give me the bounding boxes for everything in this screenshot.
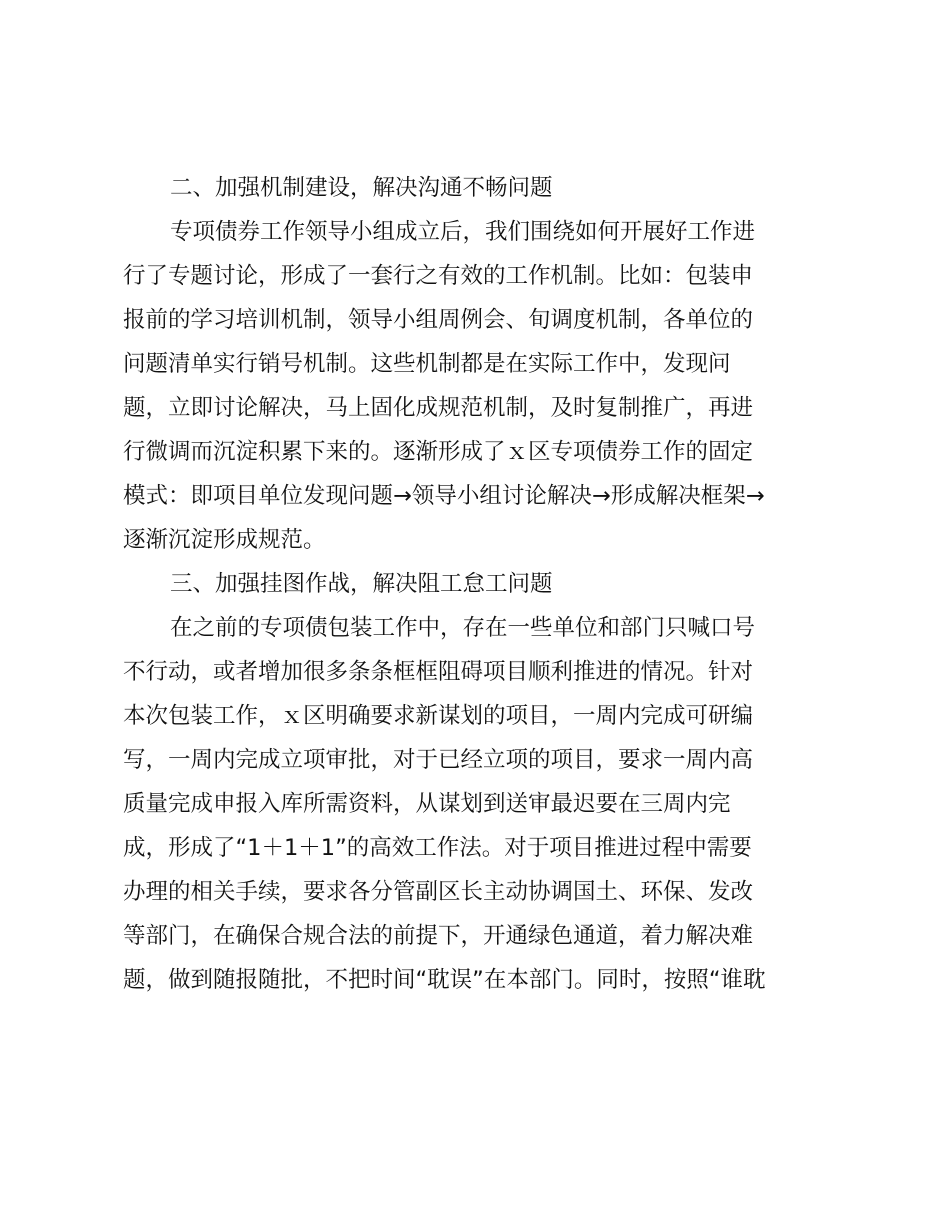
paragraph-line: 写，一周内完成立项审批，对于已经立项的项目，要求一周内高 — [123, 747, 754, 773]
paragraph-line: 质量完成申报入库所需资料，从谋划到送审最迟要在三周内完 — [123, 791, 731, 817]
paragraph-line: 题，做到随报随批，不把时间“耽误”在本部门。同时，按照“谁耽 — [123, 967, 766, 993]
paragraph-line: 成，形成了“1＋1＋1”的高效工作法。对于项目推进过程中需要 — [123, 835, 752, 861]
section-heading-2: 二、加强机制建设，解决沟通不畅问题 — [170, 175, 553, 201]
paragraph-line: 本次包装工作，ｘ区明确要求新谋划的项目，一周内完成可研编 — [123, 703, 754, 729]
paragraph-line: 逐渐沉淀形成规范。 — [123, 527, 326, 553]
paragraph-line: 问题清单实行销号机制。这些机制都是在实际工作中，发现问 — [123, 351, 731, 377]
paragraph-line: 行了专题讨论，形成了一套行之有效的工作机制。比如：包装申 — [123, 263, 754, 289]
paragraph-line: 等部门，在确保合规合法的前提下，开通绿色通道，着力解决难 — [123, 923, 754, 949]
paragraph-line: 不行动，或者增加很多条条框框阻碍项目顺利推进的情况。针对 — [123, 659, 754, 685]
paragraph-line: 专项债券工作领导小组成立后，我们围绕如何开展好工作进 — [170, 219, 756, 245]
paragraph-line: 模式：即项目单位发现问题→领导小组讨论解决→形成解决框架→ — [123, 483, 765, 509]
paragraph-line: 题，立即讨论解决，马上固化成规范机制，及时复制推广，再进 — [123, 395, 754, 421]
paragraph-line: 在之前的专项债包装工作中，存在一些单位和部门只喊口号 — [170, 615, 756, 641]
paragraph-line: 办理的相关手续，要求各分管副区长主动协调国土、环保、发改 — [123, 879, 754, 905]
paragraph-line: 报前的学习培训机制，领导小组周例会、旬调度机制，各单位的 — [123, 307, 754, 333]
section-heading-3: 三、加强挂图作战，解决阻工怠工问题 — [170, 571, 553, 597]
paragraph-line: 行微调而沉淀积累下来的。逐渐形成了ｘ区专项债券工作的固定 — [123, 439, 754, 465]
